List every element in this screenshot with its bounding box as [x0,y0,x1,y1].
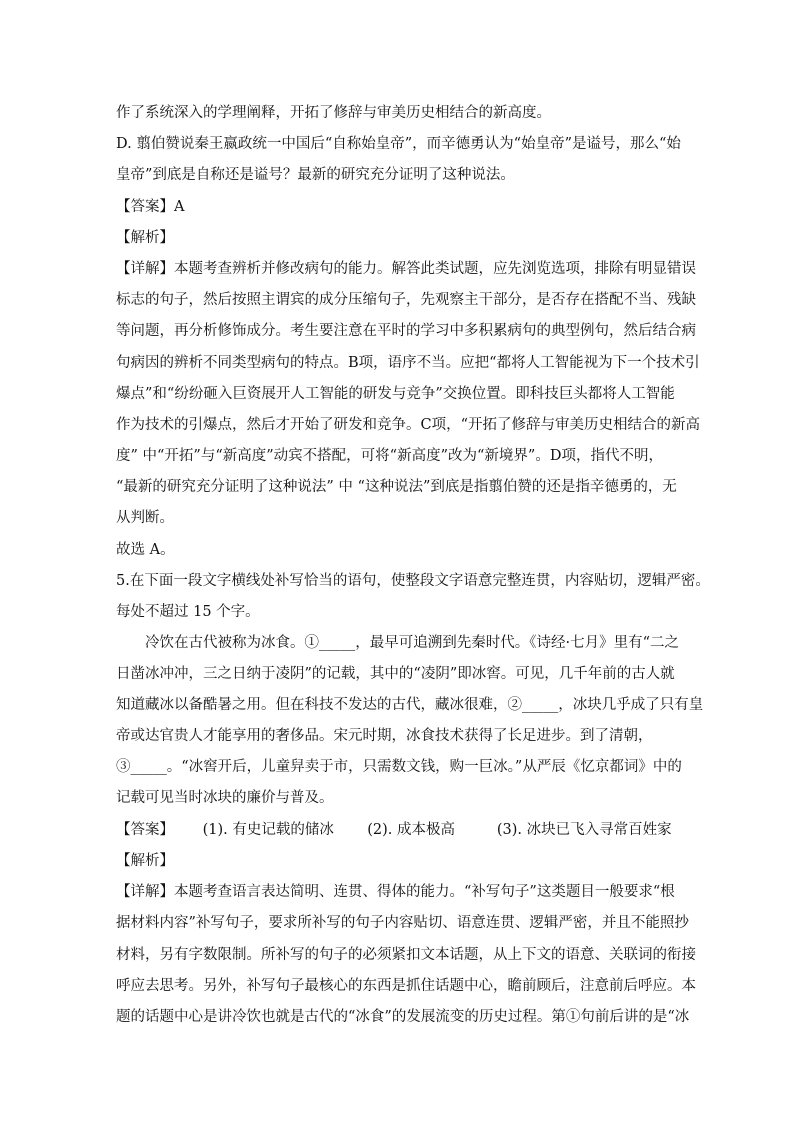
detail-paragraph-line: 从判断。 [116,510,174,526]
detail-paragraph-line: 作为技术的引爆点，然后才开始了研发和竞争。C项，“开拓了修辞与审美历史相结合的新高 [116,417,701,433]
detail-paragraph-line: 题的话题中心是讲冷饮也就是古代的“冰食”的发展流变的历史过程。第①句前后讲的是“冰 [116,1009,690,1025]
passage-line: ③_____。“冰窖开后，儿童舁卖于市，只需数文钱，购一巨冰。”从严辰《忆京都词》中的 [116,759,682,775]
text-line: 皇帝”到底是自称还是谥号？最新的研究充分证明了这种说法。 [116,167,515,183]
question-5-line: 5.在下面一段文字横线处补写恰当的语句，使整段文字语意完整连贯，内容贴切，逻辑严密。 [116,573,710,589]
answer-row [116,820,686,840]
text-line: 作了系统深入的学理阐释，开拓了修辞与审美历史相结合的新高度。 [116,105,551,121]
detail-paragraph-line: 度” 中“开拓”与“新高度”动宾不搭配，可将“新高度”改为“新境界”。D项，指代不明， [116,448,663,464]
answer-label: 【答案】 [116,822,174,838]
detail-paragraph-line: 呼应去思考。另外，补写句子最核心的东西是抓住话题中心，瞻前顾后，注意前后呼应。本 [116,978,696,994]
detail-paragraph-line: 【详解】本题考查语言表达简明、连贯、得体的能力。“补写句子”这类题目一般要求“根 [116,884,675,900]
passage-line: 记载可见当时冰块的廉价与普及。 [116,790,334,806]
detail-paragraph-line: 【详解】本题考查辨析并修改病句的能力。解答此类试题，应先浏览选项，排除有明显错误 [116,261,696,277]
detail-paragraph-line: 等问题，再分析修饰成分。考生要注意在平时的学习中多积累病句的典型例句，然后结合病 [116,323,696,339]
passage-line: 冷饮在古代被称为冰食。①_____，最早可追溯到先秦时代。《诗经·七月》里有“二之 [145,635,680,651]
answer-item-2: (2). 成本极高 [367,822,455,838]
detail-paragraph-line: 标志的句子，然后按照主谓宾的成分压缩句子，先观察主干部分，是否存在搭配不当、残缺 [116,292,696,308]
option-d-line: D. 翦伯赞说秦王嬴政统一中国后“自称始皇帝”，而辛德勇认为“始皇帝”是谥号，那么“始 [116,136,681,152]
answer-item-1: (1). 有史记载的储冰 [202,822,334,838]
passage-line: 知道藏冰以备酷暑之用。但在科技不发达的古代，藏冰很难，②_____，冰块几乎成了只有皇 [116,697,704,713]
question-5-line: 每处不超过 15 个字。 [116,604,260,620]
passage-line: 日凿冰冲冲，三之日纳于凌阴”的记载，其中的“凌阴”即冰窖。可见，几千年前的古人就 [116,666,675,682]
analysis-label: 【解析】 [116,230,174,246]
answer-label: 【答案】A [116,199,185,215]
passage-line: 帝或达官贵人才能享用的奢侈品。宋元时期，冰食技术获得了长足进步。到了清朝， [116,728,653,744]
detail-paragraph-line: 材料，另有字数限制。所补写的句子的必须紧扣文本话题，从上下文的语意、关联词的衔接 [116,947,696,963]
analysis-label: 【解析】 [116,853,174,869]
choice-conclusion: 故选 A。 [116,542,175,558]
detail-paragraph-line: “最新的研究充分证明了这种说法” 中 “这种说法”到底是指翦伯赞的还是指辛德勇的，无 [116,479,677,495]
detail-paragraph-line: 爆点”和“纷纷砸入巨资展开人工智能的研发与竞争”交换位置。即科技巨头都将人工智能 [116,386,675,402]
detail-paragraph-line: 句病因的辨析不同类型病句的特点。B项，语序不当。应把“都将人工智能视为下一个技术引 [116,355,700,371]
detail-paragraph-line: 据材料内容”补写句子，要求所补写的句子内容贴切、语意连贯、逻辑严密，并且不能照抄 [116,915,689,931]
answer-item-3: (3). 冰块已飞入寻常百姓家 [496,822,672,838]
